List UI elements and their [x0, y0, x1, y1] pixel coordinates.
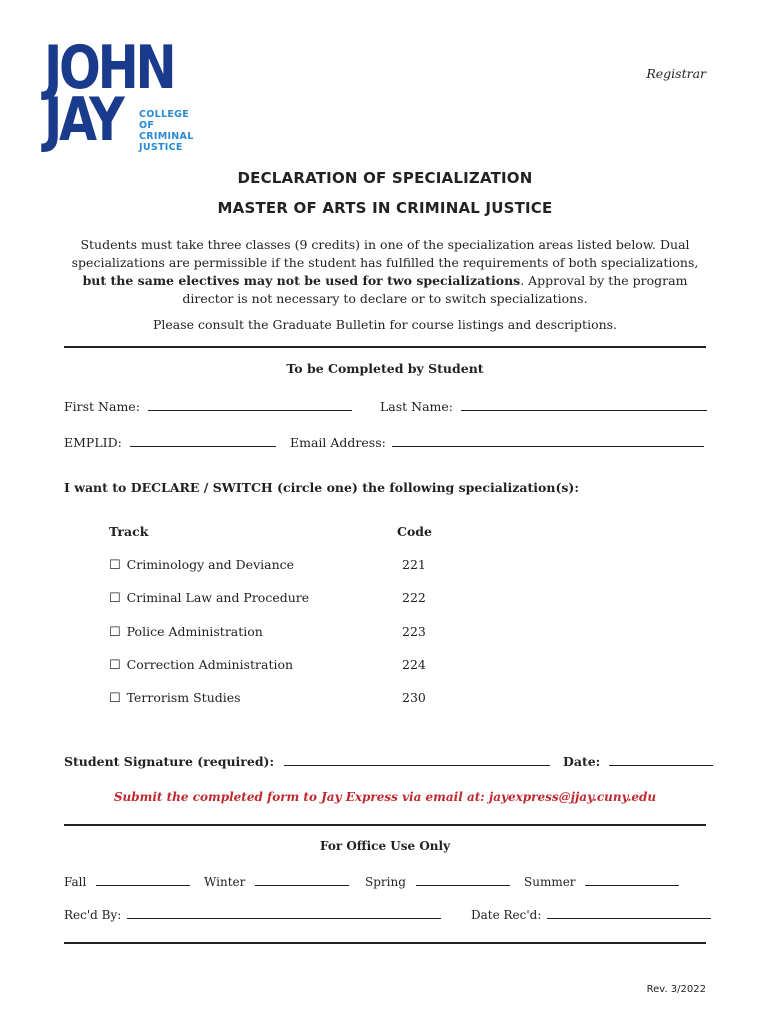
logo-sub-of: OF	[139, 120, 155, 131]
summer-label: Summer	[524, 875, 576, 889]
track-code: 230	[402, 690, 426, 705]
winter-row	[204, 873, 349, 889]
track-name: Correction Administration	[126, 657, 294, 672]
last-name-row	[380, 398, 707, 414]
track-code: 222	[402, 590, 426, 605]
date-row	[563, 753, 713, 769]
emplid-field[interactable]	[130, 434, 276, 447]
recd-by-label: Rec'd By:	[64, 908, 122, 922]
logo-subtitle	[139, 109, 194, 153]
intro-text-2: . Approval by the program director is not necessary to declare or to switch specializations.	[182, 273, 688, 306]
student-section-heading: To be Completed by Student	[286, 361, 484, 376]
track-code: 221	[402, 557, 426, 572]
email-row	[290, 434, 704, 450]
registrar-label: Registrar	[646, 66, 706, 81]
intro-text-1: Students must take three classes (9 credits) in one of the specialization areas listed below. Dual specializations are permissible if the student has fulfilled the requirements of both specializations,	[71, 237, 699, 270]
consult-note: Please consult the Graduate Bulletin for course listings and descriptions.	[152, 317, 618, 332]
fall-row	[64, 873, 190, 889]
last-name-label: Last Name:	[380, 399, 454, 414]
summer-row	[524, 873, 679, 889]
track-row[interactable]	[109, 590, 309, 606]
last-name-field[interactable]	[461, 398, 707, 411]
logo-jay-text: JAY	[44, 85, 122, 155]
checkbox-icon[interactable]: ☐	[109, 691, 121, 706]
signature-row	[64, 753, 550, 769]
declare-switch-line: I want to DECLARE / SWITCH (circle one) the following specialization(s):	[64, 480, 579, 495]
code-header: Code	[397, 524, 432, 539]
recd-by-row	[64, 906, 441, 922]
track-code: 224	[402, 657, 426, 672]
revision-label: Rev. 3/2022	[646, 984, 706, 995]
checkbox-icon[interactable]: ☐	[109, 558, 121, 573]
fall-field[interactable]	[96, 873, 190, 886]
emplid-label: EMPLID:	[64, 435, 122, 450]
track-name: Criminology and Deviance	[126, 557, 295, 572]
signature-label: Student Signature (required):	[64, 754, 275, 769]
form-title: DECLARATION OF SPECIALIZATION	[237, 169, 533, 187]
email-field[interactable]	[392, 434, 704, 447]
intro-paragraph	[64, 236, 706, 308]
date-recd-label: Date Rec'd:	[471, 908, 542, 922]
winter-field[interactable]	[255, 873, 349, 886]
logo-sub-criminal: CRIMINAL	[139, 131, 194, 142]
date-field[interactable]	[609, 753, 713, 766]
divider-office-bottom	[64, 942, 706, 944]
logo-sub-college: COLLEGE	[139, 109, 190, 120]
email-label: Email Address:	[290, 435, 386, 450]
first-name-label: First Name:	[64, 399, 140, 414]
checkbox-icon[interactable]: ☐	[109, 625, 121, 640]
checkbox-icon[interactable]: ☐	[109, 658, 121, 673]
logo-sub-justice: JUSTICE	[139, 142, 183, 153]
date-recd-field[interactable]	[547, 906, 711, 919]
first-name-field[interactable]	[148, 398, 352, 411]
spring-field[interactable]	[416, 873, 510, 886]
spring-label: Spring	[365, 875, 406, 889]
checkbox-icon[interactable]: ☐	[109, 591, 121, 606]
fall-label: Fall	[64, 875, 87, 889]
submit-instructions: Submit the completed form to Jay Express via email at: jayexpress@jjay.cuny.edu	[113, 790, 657, 804]
summer-field[interactable]	[585, 873, 679, 886]
divider-top	[64, 346, 706, 348]
intro-bold-text: but the same electives may not be used for two specializations	[82, 273, 521, 288]
spring-row	[365, 873, 510, 889]
track-header: Track	[109, 524, 149, 539]
date-recd-row	[471, 906, 711, 922]
form-subtitle: MASTER OF ARTS IN CRIMINAL JUSTICE	[217, 199, 553, 217]
date-label: Date:	[563, 754, 601, 769]
track-row[interactable]	[109, 657, 293, 673]
winter-label: Winter	[204, 875, 246, 889]
signature-field[interactable]	[284, 753, 550, 766]
track-row[interactable]	[109, 690, 241, 706]
emplid-row	[64, 434, 276, 450]
office-use-heading: For Office Use Only	[319, 839, 451, 853]
recd-by-field[interactable]	[127, 906, 441, 919]
logo-john-text: JOHN	[44, 33, 174, 103]
track-name: Criminal Law and Procedure	[126, 590, 310, 605]
track-name: Terrorism Studies	[126, 690, 241, 705]
divider-office-top	[64, 824, 706, 826]
track-code: 223	[402, 624, 426, 639]
track-row[interactable]	[109, 557, 294, 573]
track-row[interactable]	[109, 624, 263, 640]
track-name: Police Administration	[126, 624, 263, 639]
first-name-row	[64, 398, 352, 414]
